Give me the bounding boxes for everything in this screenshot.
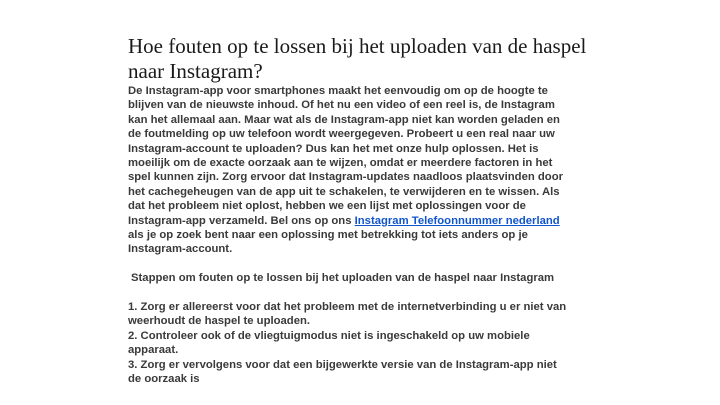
step-item: 3. Zorg er vervolgens voor dat een bijgewerkte versie van de Instagram-app niet de oorzaak is: [128, 358, 557, 386]
intro-text-before-link: De Instagram-app voor smartphones maakt het eenvoudig om op de hoogte te blijven van de nieuwste inhoud. Of het nu een video of een reel is, de Instagram kan het allemaal aan. Maar wat als de Instagram-app niet kan worden geladen en de foutmelding op uw telefoon wordt weergegeven. Probeert u een real naar uw Instagram-account te uploaden? Dus kan het met onze hulp oplossen. Het is moeilijk om de exacte oorzaak aan te wijzen, omdat er meerdere factoren in het spel kunnen zijn. Zorg ervoor dat Instagram-updates naadloos plaatsvinden door het cachegeheugen van de app uit te schakelen, te verwijderen en te wissen. Als dat het probleem niet oplost, hebben we een lijst met oplossingen voor de Instagram-app verzameld. Bel ons op ons: [128, 85, 563, 227]
spacer: [128, 257, 568, 271]
intro-paragraph: [128, 84, 568, 257]
instagram-phone-link[interactable]: Instagram Telefoonnummer nederland: [354, 214, 560, 227]
page-title: Hoe fouten op te lossen bij het uploaden van de haspel naar Instagram?: [128, 34, 587, 83]
step-item: 2. Controleer ook of de vliegtuigmodus niet is ingeschakeld op uw mobiele apparaat.: [128, 329, 530, 357]
intro-text-after-link: als je op zoek bent naar een oplossing met betrekking tot iets anders op je Instagram-account.: [128, 229, 528, 256]
spacer: [128, 286, 568, 300]
step-item: 1. Zorg er allereerst voor dat het probleem met de internetverbinding u er niet van weerhoudt de haspel te uploaden.: [128, 301, 567, 328]
body-text: [128, 84, 568, 387]
steps-heading: Stappen om fouten op te lossen bij het uploaden van de haspel naar Instagram: [131, 272, 555, 285]
